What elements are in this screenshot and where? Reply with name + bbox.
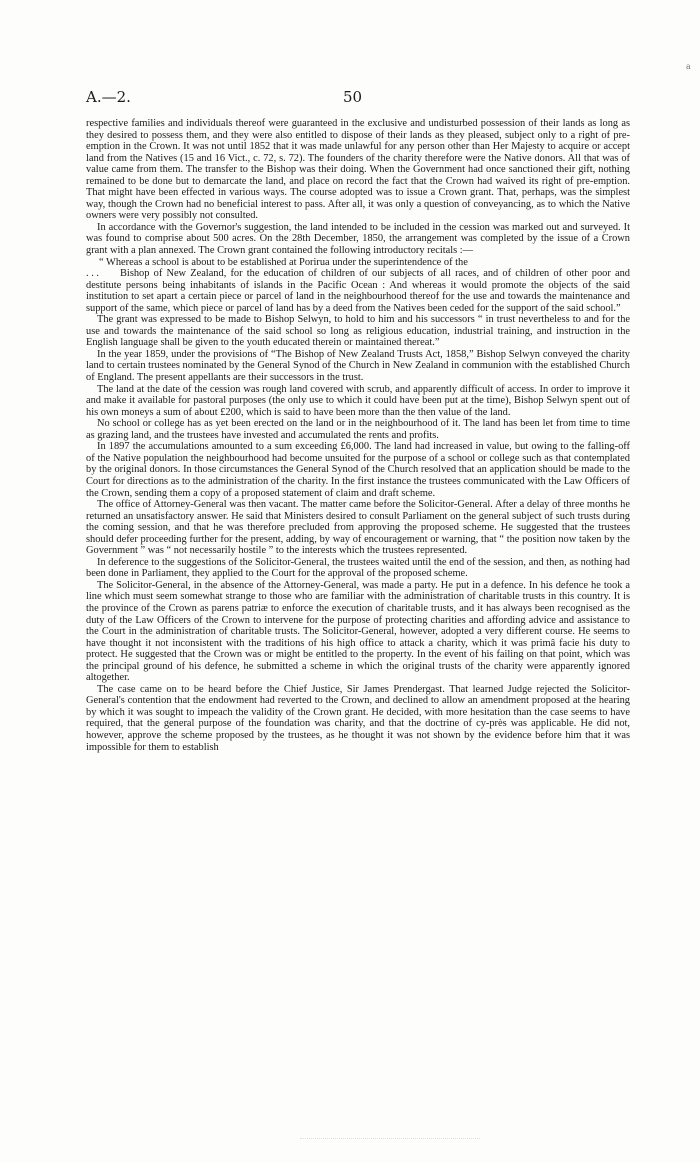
ellipsis-mark: . . . — [86, 268, 99, 280]
quotation-line: “ Whereas a school is about to be established at Porirua under the superintendence of the — [99, 256, 468, 268]
quotation — [86, 268, 630, 314]
paragraph: In accordance with the Governor's suggestion, the land intended to be included in the cession was marked out and surveyed. It was found to comprise about 500 acres. On the 28th December, 1850, the arrangement was completed by the issue of a Crown grant with a plan annexed. The Crown grant contained the following introductory recitals :— — [86, 221, 630, 257]
paragraph: respective families and individuals thereof were guaranteed in the exclusive and undisturbed possession of their lands as long as they desired to possess them, and they were also entitled to dispose of their lands as they pleased, subject only to a right of pre-emption in the Crown. It was not until 1852 that it was made unlawful for any person other than Her Majesty to acquire or accept land from the Natives (15 and 16 Vict., c. 72, s. 72). The founders of the charity therefore were the Native donors. All that was of value came from them. The transfer to the Bishop was their doing. When the Government had once sanctioned their gift, nothing remained to be done but to demarcate the land, and place on record the fact that the Crown had waived its right of pre-emption. That might have been effected in various ways. The course adopted was to issue a Crown grant. That, perhaps, was the simplest way, though the Crown had no beneficial interest to pass. After all, it was only a question of conveyancing, as to which the Native owners were very possibly not consulted. — [86, 118, 630, 222]
quotation-text: Bishop of New Zealand, for the education of children of our subjects of all races, and of children of other poor and destitute persons being inhabitants of islands in the Pacific Ocean : And whereas it would promote the objects of the said institution to set apart a certain piece or parcel of land in the neighbourhood thereof for the use and towards the maintenance and support of the same, which piece or parcel of land has by a deed from the Natives been ceded for the support of the said school.” — [86, 268, 630, 314]
paragraph: The office of Attorney-General was then vacant. The matter came before the Solicitor-General. After a delay of three months he returned an unsatisfactory answer. He said that Ministers desired to consult Parliament on the general subject of such trusts during the coming session, and that he was therefore precluded from approving the proposed scheme. He suggested that the trustees should defer proceeding further for the present, adding, by way of encouragement or warning, that “ the position now taken by the Government ” was “ not necessarily hostile ” to the interests which the trustees represented. — [86, 499, 630, 557]
paragraph: In deference to the suggestions of the Solicitor-General, the trustees waited until the end of the session, and then, as nothing had been done in Parliament, they applied to the Court for the approval of the proposed scheme. — [86, 556, 630, 580]
scan-artifact — [300, 1138, 480, 1142]
paragraph: The case came on to be heard before the Chief Justice, Sir James Prendergast. That learned Judge rejected the Solicitor-General's contention that the endowment had reverted to the Crown, and declined to allow an amendment proposed at the hearing by which it was sought to impeach the validity of the Crown grant. He decided, with more hesitation than the case seems to have required, that the general purpose of the foundation was charity, and that the doctrine of cy-près was applicable. He did not, however, approve the scheme proposed by the trustees, as he thought it was not shown by the evidence before him that it was impossible for them to establish — [86, 683, 630, 753]
corner-mark: a — [686, 62, 691, 71]
page-number: 50 — [343, 88, 363, 106]
paragraph: The land at the date of the cession was rough land covered with scrub, and apparently difficult of access. In order to improve it and make it available for pastoral purposes (the only use to which it could have been put at the time), Bishop Selwyn spent out of his own moneys a sum of about £200, which is said to have been more than the then value of the land. — [86, 383, 630, 418]
paragraph: The Solicitor-General, in the absence of the Attorney-General, was made a party. He put in a defence. In his defence he took a line which must seem somewhat strange to those who are familiar with the administration of charitable trusts in this country. It is the province of the Crown as parens patriæ to enforce the execution of charitable trusts, and it has always been recognised as the duty of the Law Officers of the Crown to intervene for the purpose of protecting charities and affording advice and assistance to the Court in the administration of charitable trusts. The Solicitor-General, however, adopted a very different course. He seems to have thought it not inconsistent with the traditions of his high office to attack a charity, which it was primâ facie his duty to protect. He suggested that the Crown was or might be entitled to the property. In the event of his failing on that point, which was the principal ground of his defence, he submitted a scheme in which the original trusts of the charity were apparently ignored altogether. — [86, 579, 630, 684]
document-reference: A.—2. — [86, 88, 131, 106]
body-text — [86, 118, 630, 753]
paragraph: The grant was expressed to be made to Bishop Selwyn, to hold to him and his successors “ in trust nevertheless to and for the use and towards the maintenance of the said school so long as religious education, industrial training, and instruction in the English language shall be given to the youth educated therein or maintained thereat.” — [86, 314, 630, 349]
paragraph: In 1897 the accumulations amounted to a sum exceeding £6,000. The land had increased in value, but owing to the falling-off of the Native population the neighbourhood had become unsuited for the purpose of a school or college such as that contemplated by the original donors. In those circumstances the General Synod of the Church resolved that an application should be made to the Court for directions as to the administration of the charity. In the first instance the trustees communicated with the Law Officers of the Crown, sending them a copy of a proposed statement of claim and draft scheme. — [86, 441, 630, 499]
paragraph: In the year 1859, under the provisions of “The Bishop of New Zealand Trusts Act, 1858,” Bishop Selwyn conveyed the charity land to certain trustees nominated by the General Synod of the Church in New Zealand in communion with the established Church of England. The present appellants are their successors in the trust. — [86, 348, 630, 384]
paragraph: No school or college has as yet been erected on the land or in the neighbourhood of it. The land has been let from time to time as grazing land, and the trustees have invested and accumulated the rents and profits. — [86, 418, 630, 441]
